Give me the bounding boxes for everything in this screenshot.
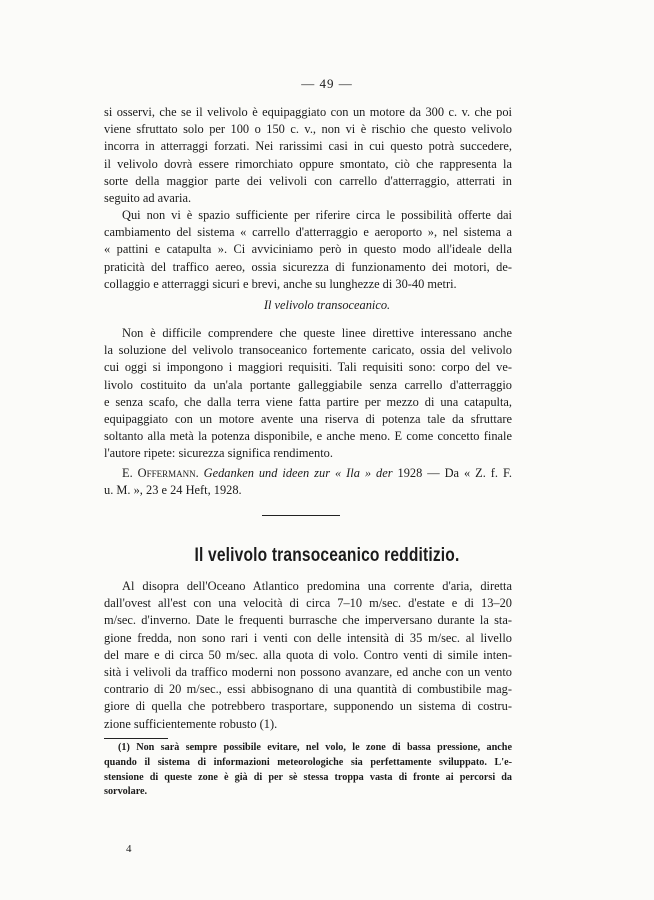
text-line: cambiamento del sistema « carrello d'atterraggio e aeroporto », nel sistema a [104, 225, 512, 240]
text-line: praticità del traffico aereo, ossia sicurezza di funzionamento dei motori, de- [104, 259, 512, 274]
text-line: e senza scafo, che dalla terra viene fatta partire per mezzo di una catapulta, [104, 394, 512, 409]
text-line: gione fredda, non sono rari i venti con delle intensità di 35 m/sec. al livello [104, 630, 512, 645]
second-paragraph [104, 207, 512, 293]
text-line: cui oggi si impongono i maggiori requisiti. Tali requisiti sono: corpo del ve- [104, 360, 512, 375]
citation-line [104, 465, 512, 482]
footnote-line: quando il sistema di informazioni meteorologiche sia perfettamente sviluppato. L'e- [104, 756, 512, 768]
text-line: « pattini e catapulta ». Ci avviciniamo però in questo modo all'ideale della [104, 242, 512, 257]
text-line: sorte della maggior parte dei velivoli con carrello d'atterraggio, atterrati in [104, 173, 512, 188]
text-line: l'autore ripete: sicurezza significa rendimento. [104, 446, 333, 461]
text-line: zione sufficientemente robusto (1). [104, 716, 278, 731]
text-line: equipaggiato con un motore avente una riserva di potenza tale da sfruttare [104, 412, 512, 427]
article-title: Il velivolo transoceanico redditizio. [194, 545, 460, 566]
section-subheading: Il velivolo transoceanico. [263, 298, 391, 312]
article-paragraph [104, 578, 512, 733]
text-line: seguito ad avaria. [104, 191, 192, 206]
text-line: soltanto alla metà la potenza disponibile, e anche meno. E come concetto finale [104, 429, 512, 444]
text-line: dall'ovest all'est con una velocità di circa 7–10 m/sec. d'estate e di 13–20 [104, 596, 512, 611]
text-line: il velivolo dovrà essere rimorchiato oppure smontato, ciò che rappresenta la [104, 156, 512, 171]
text-line: incorra in atterraggi forzati. Nei rarissimi casi in cui questo potrà succedere, [104, 139, 512, 154]
text-line: contrario di 20 m/sec., essi abbisognano di una quantità di combustibile mag- [104, 682, 512, 697]
signature-mark: 4 [126, 843, 132, 855]
text-line: giore di quella che potrebbero trasportare, supponendo un sistema di costru- [104, 699, 512, 714]
intro-paragraph [104, 104, 512, 207]
footnote-line: stensione di queste zone è già di per sè stessa troppa vasta di fronte ai percorsi da [104, 771, 512, 783]
citation-source: 1928 — Da « Z. f. F. [397, 466, 512, 480]
citation-line-2: u. M. », 23 e 24 Heft, 1928. [104, 483, 242, 498]
footnote-rule [104, 738, 168, 739]
footnote [104, 741, 512, 800]
section-divider [262, 515, 340, 516]
text-line: la soluzione del velivolo transoceanico fortemente caricato, ossia del velivolo [104, 343, 512, 358]
text-line: livolo costituito da un'ala portante galleggiabile senza carrello d'atterraggio [104, 377, 512, 392]
text-line: m/sec. d'inverno. Date le frequenti burrasche che imperversano durante la sta- [104, 613, 512, 628]
text-line: Qui non vi è spazio sufficiente per riferire circa le possibilità offerte dai [122, 208, 512, 222]
text-line: sità i velivoli da traffico moderni non possono avanzare, ed anche con un vento [104, 665, 512, 680]
text-line: collaggio e atterraggi sicuri e brevi, anche su lunghezze di 30-40 metri. [104, 276, 457, 291]
footnote-line: (1) Non sarà sempre possibile evitare, nel volo, le zone di bassa pressione, anche [118, 742, 512, 753]
text-line: viene sfruttato solo per 100 o 150 c. v., non vi è rischio che questo velivolo [104, 122, 512, 137]
footnote-line: sorvolare. [104, 786, 148, 798]
third-paragraph [104, 325, 512, 463]
citation-work: Gedanken und ideen zur « Ila » der [203, 466, 393, 480]
citation [104, 465, 512, 499]
text-line: Al disopra dell'Oceano Atlantico predomina una corrente d'aria, diretta [122, 579, 512, 593]
citation-author: E. Offermann. [122, 466, 199, 480]
page-number: — 49 — [301, 76, 353, 91]
text-line: si osservi, che se il velivolo è equipaggiato con un motore da 300 c. v. che poi [104, 105, 512, 119]
text-line: del mare e di circa 50 m/sec. alla quota di volo. Contro venti di simile inten- [104, 647, 512, 662]
text-line: Non è difficile comprendere che queste linee direttive interessano anche [122, 326, 512, 340]
